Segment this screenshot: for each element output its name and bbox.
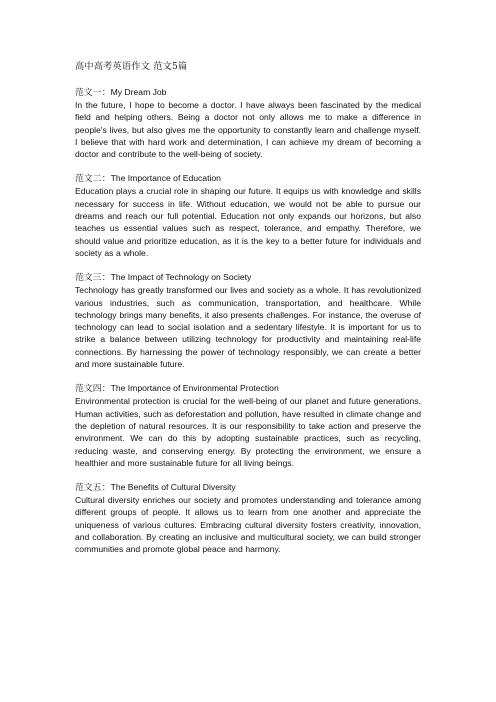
essay-title: The Impact of Technology on Society <box>110 272 252 283</box>
essay-3 <box>75 271 421 370</box>
essay-heading <box>75 382 421 395</box>
essay-5 <box>75 481 421 555</box>
essay-body: Environmental protection is crucial for the well-being of our planet and future generations. Human activities, such as deforestation and pollution, have resulted in climate change and the depletion of natural resources. It is our responsibility to take action and preserve the environment. We can do this by adopting sustainable practices, such as recycling, reducing waste, and conserving energy. By protecting the environment, we ensure a healthier and more sustainable future for all living beings. <box>75 396 421 468</box>
essay-label: 范文二： <box>75 174 111 185</box>
essay-body: Cultural diversity enriches our society and promotes understanding and tolerance among different groups of people. It allows us to learn from one another and appreciate the uniqueness of various cultures. Embracing cultural diversity fosters creativity, innovation, and collaboration. By creating an inclusive and multicultural society, we can build stronger communities and promote global peace and harmony. <box>75 495 421 555</box>
essay-title: The Importance of Environmental Protection <box>110 383 279 394</box>
essay-body: Technology has greatly transformed our lives and society as a whole. It has revolutionized various industries, such as communication, transportation, and healthcare. While technology brings many benefits, it also presents challenges. For instance, the overuse of technology can lead to social isolation and a sedentary lifestyle. It is important for us to strike a balance between utilizing technology for productivity and maintaining real-life connections. By harnessing the power of technology responsibly, we can create a better and more sustainable future. <box>75 285 421 370</box>
essay-heading <box>75 481 421 494</box>
essay-body: Education plays a crucial role in shaping our future. It equips us with knowledge and skills necessary for success in life. Without education, we would not be able to pursue our dreams and reach our full potential. Education not only expands our horizons, but also teaches us essential values such as respect, tolerance, and empathy. Therefore, we should value and prioritize education, as it is the key to a better future for individuals and society as a whole. <box>75 186 421 258</box>
document-title: 高中高考英语作文 范文5篇 <box>75 61 188 72</box>
essay-label: 范文四： <box>75 384 111 395</box>
essay-body: In the future, I hope to become a doctor. I have always been fascinated by the medical field and helping others. Being a doctor not only allows me to make a difference in people's lives, but also gives me the opportunity to constantly learn and challenge myself. I believe that with hard work and determination, I can achieve my dream of becoming a doctor and contribute to the well-being of society. <box>75 100 421 160</box>
essay-heading <box>75 86 421 99</box>
essay-label: 范文三： <box>75 273 111 284</box>
document-content <box>75 60 421 568</box>
essay-heading <box>75 172 421 185</box>
essay-label: 范文五： <box>75 483 111 494</box>
essay-heading <box>75 271 421 284</box>
essay-1 <box>75 86 421 160</box>
essay-4 <box>75 382 421 469</box>
essay-label: 范文一： <box>75 88 111 98</box>
essay-title: The Importance of Education <box>110 173 221 184</box>
essay-2 <box>75 172 421 259</box>
essay-title: The Benefits of Cultural Diversity <box>110 482 236 493</box>
essay-title: My Dream Job <box>110 87 167 97</box>
